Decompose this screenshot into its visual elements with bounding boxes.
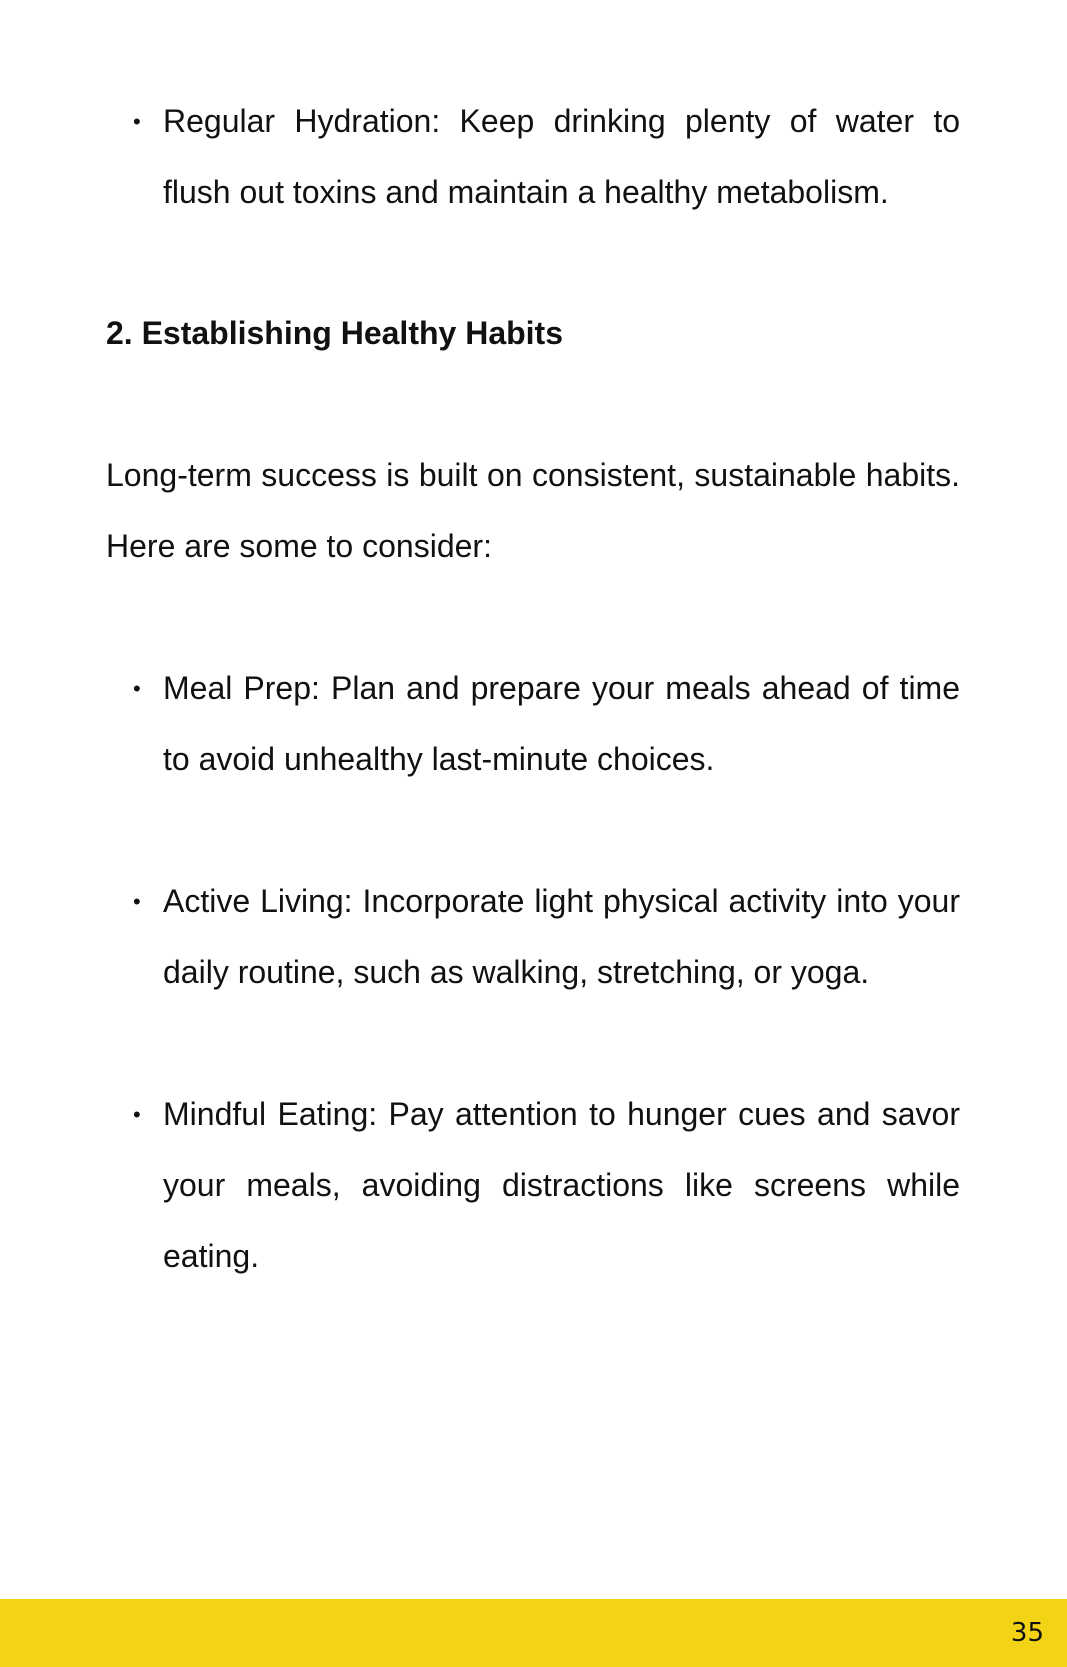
bullet-icon: • [133,1102,141,1127]
bullet-text: Mindful Eating: Pay attention to hunger cues and savor your meals, avoiding distractions like screens while eating. [163,1096,960,1274]
bullet-text: Active Living: Incorporate light physical activity into your daily routine, such as walking, stretching, or yoga. [163,883,960,990]
page-content [106,86,960,1292]
bullet-icon: • [133,676,141,701]
bullet-icon: • [133,889,141,914]
bullet-item-meal-prep [106,653,960,795]
bullet-text: Regular Hydration: Keep drinking plenty of water to flush out toxins and maintain a healthy metabolism. [163,103,960,210]
bullet-text: Meal Prep: Plan and prepare your meals ahead of time to avoid unhealthy last-minute choices. [163,670,960,777]
intro-paragraph: Long-term success is built on consistent, sustainable habits. Here are some to consider: [106,457,960,564]
bullet-item-mindful-eating [106,1079,960,1292]
bullet-item-regular-hydration [106,86,960,228]
bullet-icon: • [133,109,141,134]
section-heading: 2. Establishing Healthy Habits [106,315,563,351]
footer-bar [0,1599,1067,1667]
bullet-item-active-living [106,866,960,1008]
page-number: 35 [1010,1618,1044,1648]
